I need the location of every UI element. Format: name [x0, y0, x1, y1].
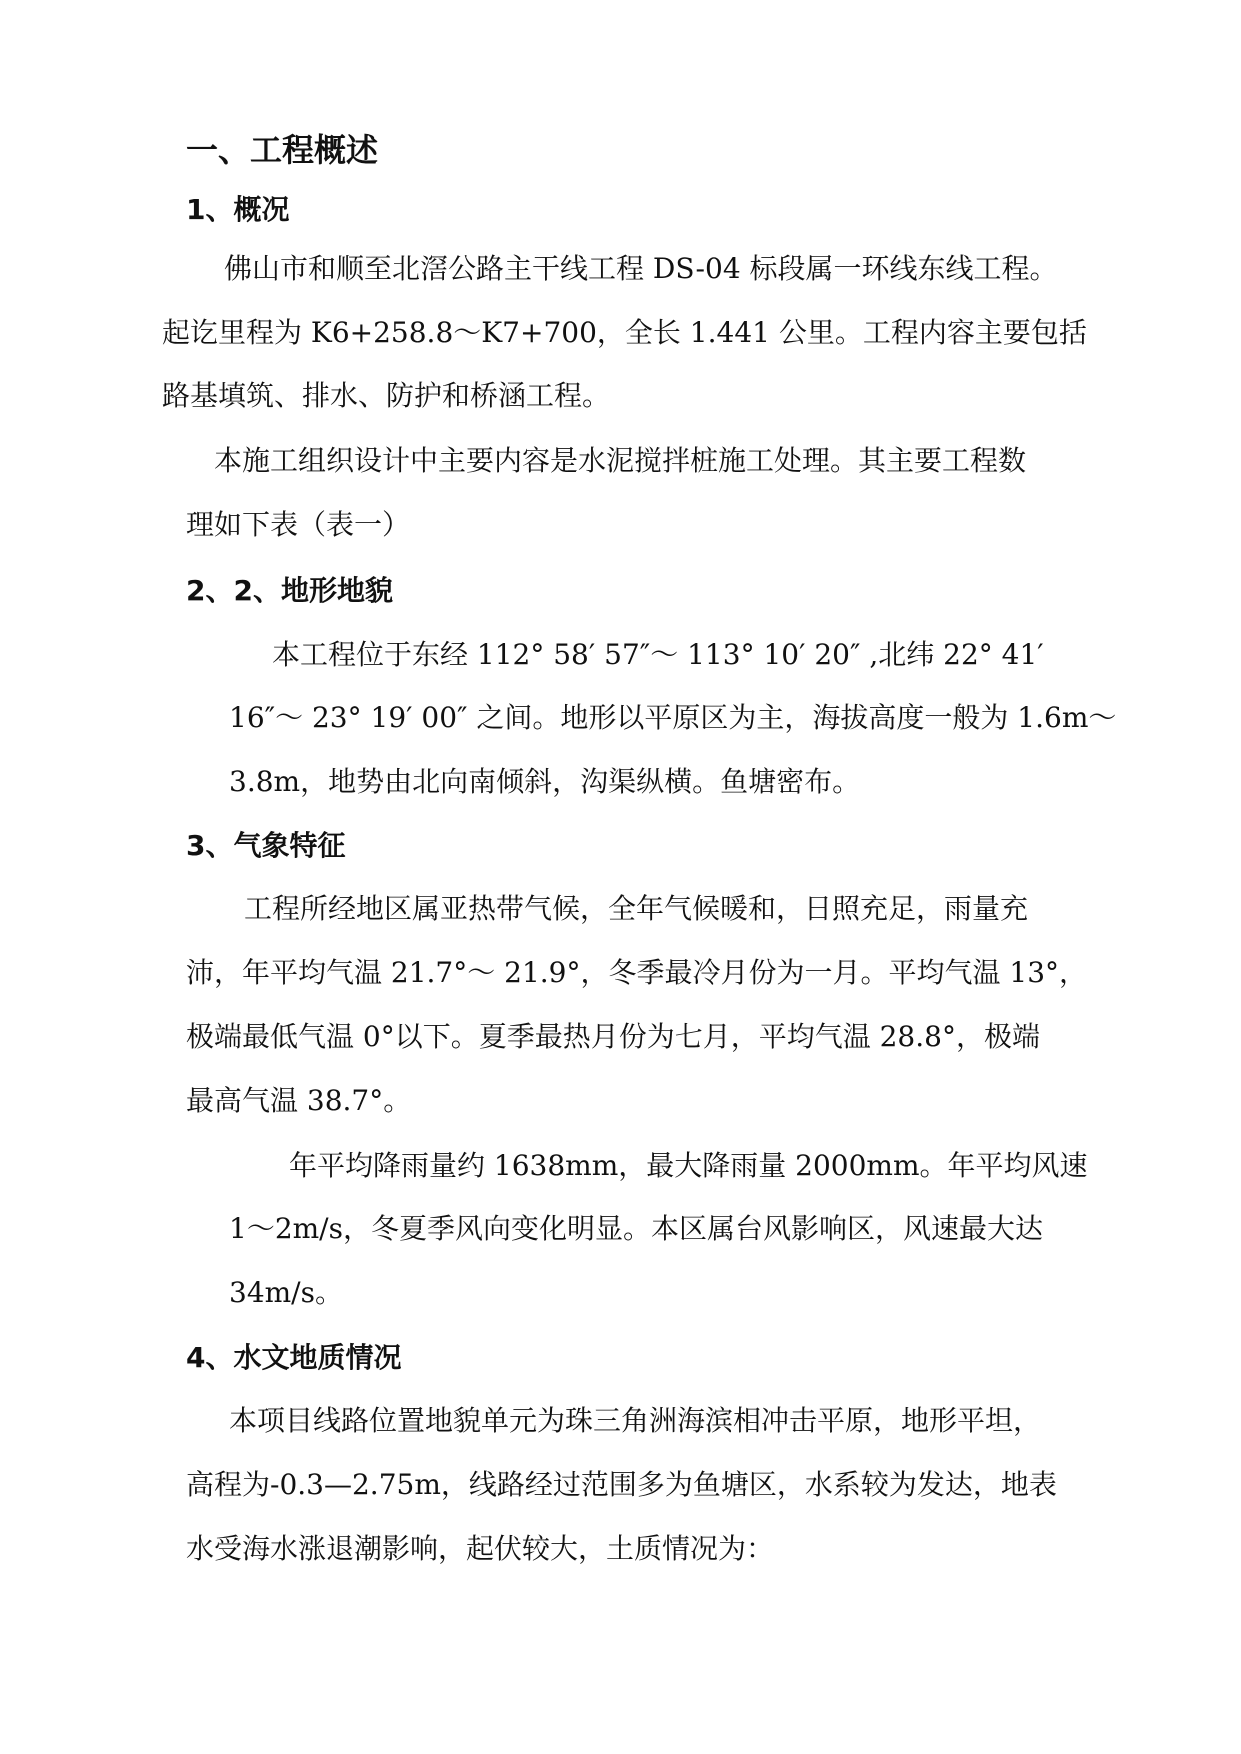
section-heading-3: 3、气象特征: [186, 829, 346, 862]
paragraph-line: 年平均降雨量约 1638mm，最大降雨量 2000mm。年平均风速: [289, 1149, 1088, 1182]
paragraph-line: 16″～ 23° 19′ 00″ 之间。地形以平原区为主，海拔高度一般为 1.6m～: [229, 701, 1117, 734]
section-heading-4: 4、水文地质情况: [186, 1341, 402, 1374]
paragraph-line: 1～2m/s，冬夏季风向变化明显。本区属台风影响区，风速最大达: [229, 1212, 1043, 1245]
paragraph-line: 起讫里程为 K6+258.8～K7+700，全长 1.441 公里。工程内容主要包括: [162, 316, 1087, 349]
paragraph-line: 3.8m，地势由北向南倾斜，沟渠纵横。鱼塘密布。: [229, 765, 861, 798]
paragraph-line: 本项目线路位置地貌单元为珠三角洲海滨相冲击平原，地形平坦，: [229, 1404, 1042, 1437]
paragraph-line: 沛，年平均气温 21.7°～ 21.9°，冬季最冷月份为一月。平均气温 13°，: [186, 956, 1088, 989]
section-heading-2: 2、2、地形地貌: [186, 574, 393, 607]
paragraph-line: 本施工组织设计中主要内容是水泥搅拌桩施工处理。其主要工程数: [214, 444, 1027, 477]
paragraph-line: 34m/s。: [229, 1276, 343, 1309]
paragraph-line: 水受海水涨退潮影响，起伏较大，土质情况为：: [186, 1532, 775, 1565]
paragraph-line: 工程所经地区属亚热带气候，全年气候暖和，日照充足，雨量充: [244, 892, 1029, 925]
paragraph-line: 佛山市和顺至北滘公路主干线工程 DS-04 标段属一环线东线工程。: [224, 252, 1058, 285]
paragraph-line: 高程为-0.3—2.75m，线路经过范围多为鱼塘区，水系较为发达，地表: [186, 1468, 1057, 1501]
paragraph-line: 理如下表（表一）: [186, 508, 411, 541]
paragraph-line: 最高气温 38.7°。: [186, 1084, 412, 1117]
document-title: 一、工程概述: [186, 131, 379, 169]
paragraph-line: 极端最低气温 0°以下。夏季最热月份为七月，平均气温 28.8°，极端: [186, 1020, 1040, 1053]
paragraph-line: 路基填筑、排水、防护和桥涵工程。: [162, 379, 611, 412]
paragraph-line: 本工程位于东经 112° 58′ 57″～ 113° 10′ 20″ ,北纬 22° 41′: [272, 638, 1044, 671]
section-heading-1: 1、概况: [186, 193, 290, 226]
